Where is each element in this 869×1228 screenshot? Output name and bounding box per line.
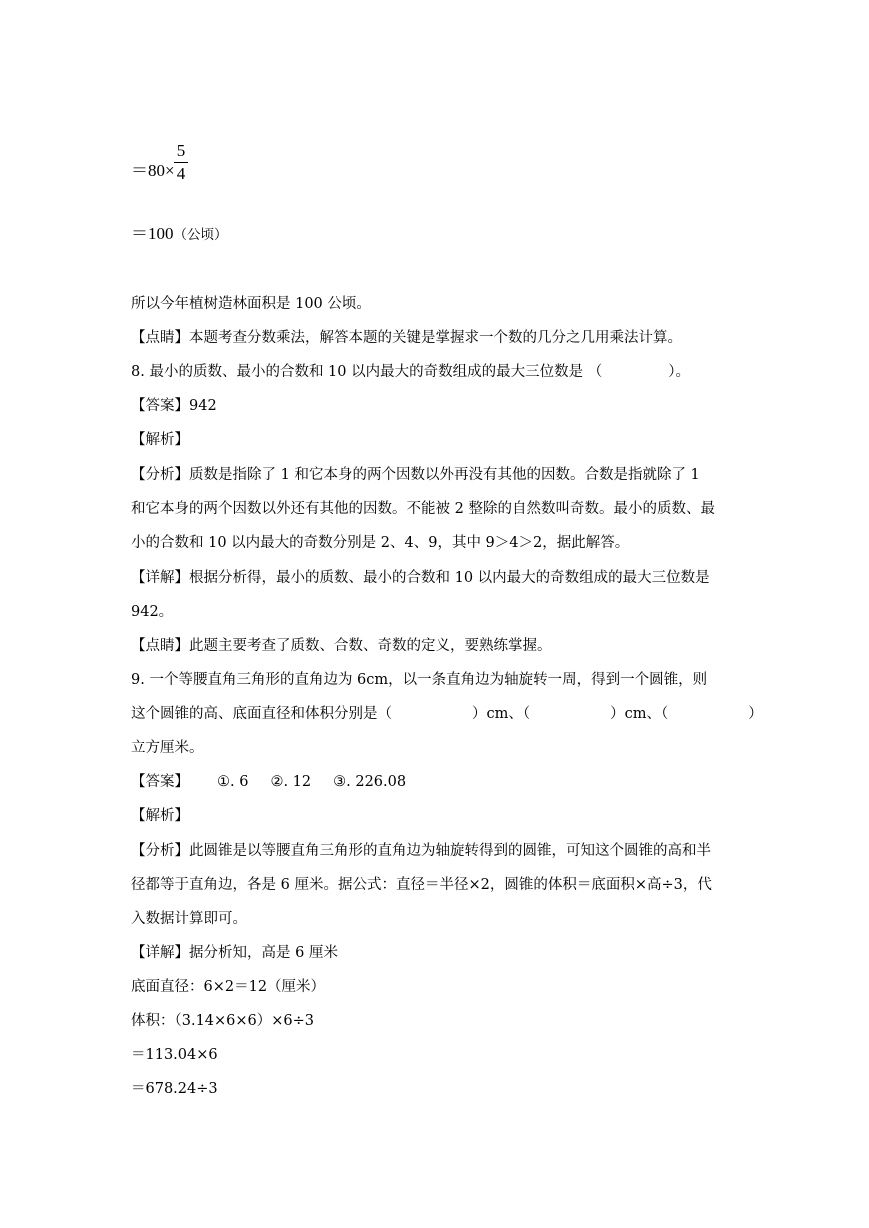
- question-9-cont: [131, 704, 763, 724]
- fraction-bar: [174, 162, 188, 163]
- text-line-25: ＝113.04×6: [131, 1047, 218, 1063]
- question-9: 9. 一个等腰直角三角形的直角边为 6cm，以一条直角边为轴旋转一周，得到一个圆锥，则: [131, 672, 708, 688]
- q9-part-b: ）cm、（: [472, 706, 531, 722]
- text-line-20: 径都等于直角边，各是 6 厘米。据公式：直径＝半径×2，圆锥的体积＝底面积×高÷3，代: [131, 877, 712, 893]
- text-line-24: 体积：（3.14×6×6）×6÷3: [131, 1013, 315, 1029]
- text-line-11: 【详解】根据分析得，最小的质数、最小的合数和 10 以内最大的奇数组成的最大三位数是: [131, 570, 710, 586]
- text-line-26: ＝678.24÷3: [131, 1081, 218, 1097]
- q9-part-c: ）cm、（: [610, 706, 669, 722]
- text-line-13: 【点睛】此题主要考查了质数、合数、奇数的定义，要熟练掌握。: [131, 638, 552, 654]
- answer-2: ②. 12: [270, 774, 312, 790]
- frac-lead: ＝80×: [131, 161, 175, 180]
- analysis-label-8: 【解析】: [131, 432, 189, 448]
- answer-label: 【答案】: [131, 774, 189, 790]
- text-line-3: 所以今年植树造林面积是 100 公顷。: [131, 296, 371, 312]
- q9-part-d: ）: [748, 706, 763, 722]
- answer-8: 【答案】942: [131, 398, 217, 414]
- text-line-4: 【点睛】本题考查分数乘法，解答本题的关键是掌握求一个数的几分之几用乘法计算。: [131, 330, 682, 346]
- text-line-19: 【分析】此圆锥是以等腰直角三角形的直角边为轴旋转得到的圆锥，可知这个圆锥的高和半: [131, 843, 711, 859]
- answer-9: [131, 772, 406, 792]
- q8-text: 8. 最小的质数、最小的合数和 10 以内最大的奇数组成的最大三位数是 （: [131, 364, 603, 380]
- fraction: [174, 141, 188, 184]
- text-line-21: 入数据计算即可。: [131, 911, 247, 927]
- fraction-numerator: 5: [176, 141, 186, 160]
- text-line-8: 【分析】质数是指除了 1 和它本身的两个因数以外再没有其他的因数。合数是指就除了 1: [131, 467, 700, 483]
- text-line-9: 和它本身的两个因数以外还有其他的因数。不能被 2 整除的自然数叫奇数。最小的质数、最: [131, 501, 715, 517]
- text-line-12: 942。: [131, 604, 174, 620]
- fraction-denominator: 4: [176, 164, 186, 183]
- text-line-10: 小的合数和 10 以内最大的奇数分别是 2、4、9，其中 9＞4＞2，据此解答。: [131, 535, 630, 551]
- eq100-unit: （公顷）: [173, 227, 228, 243]
- analysis-label-9: 【解析】: [131, 808, 189, 824]
- question-8: [131, 362, 690, 382]
- text-line-16: 立方厘米。: [131, 740, 204, 756]
- eq100-value: ＝100: [131, 224, 174, 243]
- q9-part-a: 这个圆锥的高、底面直径和体积分别是（: [131, 706, 392, 722]
- answer-3: ③. 226.08: [333, 774, 407, 790]
- q8-close: ）。: [668, 364, 690, 380]
- equation-100: [131, 224, 228, 245]
- answer-1: ①. 6: [217, 774, 249, 790]
- text-line-23: 底面直径：6×2＝12（厘米）: [131, 979, 326, 995]
- text-line-22: 【详解】据分析知，高是 6 厘米: [131, 945, 338, 961]
